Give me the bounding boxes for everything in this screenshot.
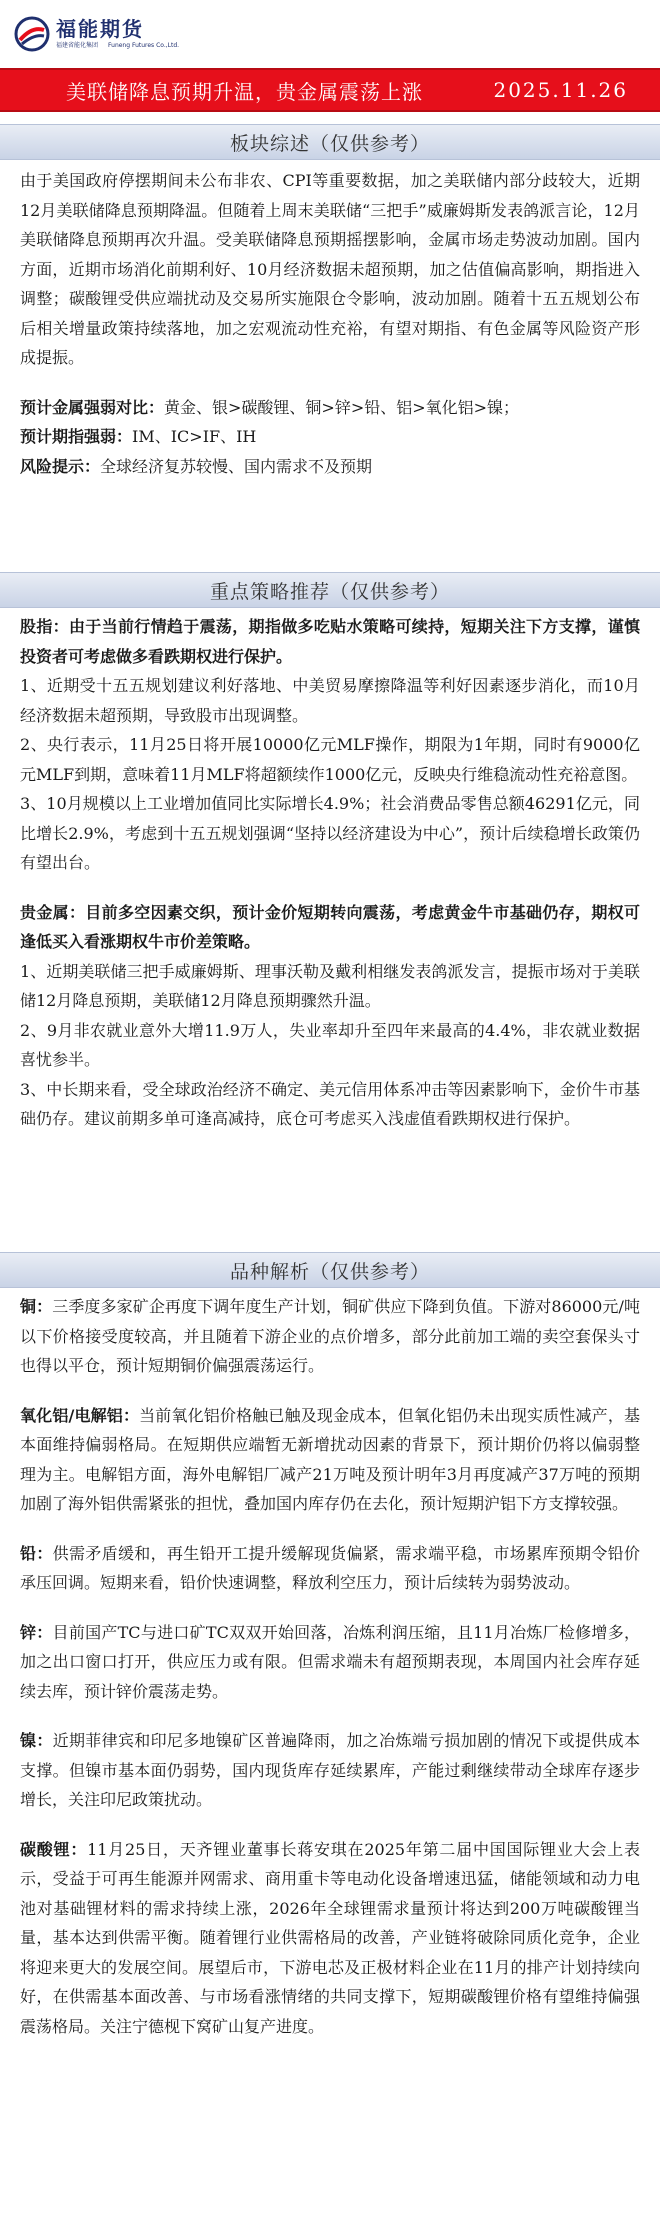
analysis-item-label: 锌： [20, 1622, 53, 1642]
overview-summary-text: 由于美国政府停摆期间未公布非农、CPI等重要数据，加之美联储内部分歧较大，近期12月美联储降息预期降温。但随着上周末美联储“三把手”威廉姆斯发表鸽派言论，12月美联储降息预期再次升温。受美联储降息预期摇摆影响，金属市场走势波动加剧。国内方面，近期市场消化前期利好、10月经济数据未超预期，加之估值偏高影响，期指进入调整；碳酸锂受供应端扰动及交易所实施限仓令影响，波动加剧。随着十五五规划公布后相关增量政策持续落地，加之宏观流动性充裕，有望对期指、有色金属等风险资产形成提振。 [20, 171, 640, 367]
metal-point: 3、中长期来看，受全球政治经济不确定、美元信用体系冲击等因素影响下，金价牛市基础仍存。建议前期多单可逢高减持，底仓可考虑买入浅虚值看跌期权进行保护。 [20, 1079, 640, 1128]
analysis-item [20, 1539, 640, 1598]
metals-ranking-label: 预计金属强弱对比： [20, 397, 165, 417]
analysis-item [20, 1726, 640, 1815]
equity-points-list [20, 671, 640, 878]
analysis-item-text: 11月25日，天齐锂业董事长蒋安琪在2025年第二届中国国际锂业大会上表示，受益于可再生能源并网需求、商用重卡等电动化设备增速迅猛，储能领域和动力电池对基础锂材料的需求持续上涨，2026年全球锂需求量预计将达到200万吨碳酸锂当量，基本达到供需平衡。随着锂行业供需格局的改善，产业链将破除同质化竞争，企业将迎来更大的发展空间。展望后市，下游电芯及正极材料企业在11月的排产计划持续向好，在供需基本面改善、与市场看涨情绪的共同支撑下，短期碳酸锂价格有望维持偏强震荡格局。关注宁德枧下窝矿山复产进度。 [20, 1839, 640, 2036]
risk-warning [20, 452, 640, 482]
index-ranking [20, 422, 640, 452]
equity-label: 股指： [20, 617, 69, 636]
analysis-section [0, 1252, 660, 2041]
metals-ranking [20, 393, 640, 423]
analysis-item-text: 三季度多家矿企再度下调年度生产计划，铜矿供应下降到负值。下游对86000元/吨以下价格接受度较高，并且随着下游企业的点价增多，部分此前加工端的卖空套保头寸也得以平仓，预计短期铜价偏强震荡运行。 [20, 1297, 640, 1375]
metal-lead-text: 目前多空因素交织，预计金价短期转向震荡，考虑黄金牛市基础仍存，期权可逢低买入看涨期权牛市价差策略。 [20, 902, 640, 951]
equity-point: 3、10月规模以上工业增加值同比实际增长4.9%；社会消费品零售总额46291亿元，同比增长2.9%，考虑到十五五规划强调“坚持以经济建设为中心”，预计后续稳增长政策仍有望出台。 [20, 794, 640, 872]
analysis-item-label: 铜： [20, 1297, 53, 1316]
overview-summary [20, 166, 640, 373]
analysis-item-label: 镍： [20, 1731, 53, 1750]
analysis-item-text: 供需矛盾缓和，再生铅开工提升缓解现货偏紧，需求端平稳，市场累库预期令铅价承压回调。短期来看，铅价快速调整，释放利空压力，预计后续转为弱势波动。 [20, 1543, 640, 1592]
analysis-item-label: 碳酸锂： [20, 1839, 88, 1859]
equity-strategy-lead [20, 612, 640, 671]
strategy-heading: 重点策略推荐（仅供参考） [0, 572, 660, 608]
analysis-item [20, 1618, 640, 1707]
metal-points-list [20, 957, 640, 1134]
metal-point: 1、近期美联储三把手威廉姆斯、理事沃勒及戴利相继发表鸽派发言，提振市场对于美联储12月降息预期，美联储12月降息预期骤然升温。 [20, 961, 640, 1010]
metal-label: 贵金属： [20, 902, 86, 922]
equity-lead-text: 由于当前行情趋于震荡，期指做多吃贴水策略可续持，短期关注下方支撑，谨慎投资者可考虑做多看跌期权进行保护。 [20, 617, 640, 666]
equity-point: 2、央行表示，11月25日将开展10000亿元MLF操作，期限为1年期，同时有9000亿元MLF到期，意味着11月MLF将超额续作1000亿元，反映央行维稳流动性充裕意图。 [20, 735, 640, 784]
risk-warning-label: 风险提示： [20, 456, 101, 476]
analysis-item [20, 1401, 640, 1519]
analysis-item-text: 当前氧化铝价格触已触及现金成本，但氧化铝仍未出现实质性减产，基本面维持偏弱格局。在短期供应端暂无新增扰动因素的背景下，预计期价仍将以偏弱整理为主。电解铝方面，海外电解铝厂减产21万吨及预计明年3月再度减产37万吨的预期加剧了海外铝供需紧张的担忧，叠加国内库存仍在去化，预计短期沪铝下方支撑较强。 [20, 1405, 640, 1513]
analysis-item [20, 1292, 640, 1381]
overview-heading: 板块综述（仅供参考） [0, 124, 660, 160]
company-name: 福能期货 [56, 17, 144, 41]
company-logo-icon [14, 16, 50, 52]
metal-strategy-lead [20, 898, 640, 957]
analysis-heading: 品种解析（仅供参考） [0, 1252, 660, 1288]
metal-point: 2、9月非农就业意外大增11.9万人，失业率却升至四年来最高的4.4%，非农就业数据喜忧参半。 [20, 1020, 640, 1069]
report-title-bar [0, 68, 660, 112]
logo-subtitle [56, 42, 179, 50]
report-title: 美联储降息预期升温，贵金属震荡上涨 [66, 79, 423, 104]
company-group: 福建省能化集团 [56, 42, 99, 49]
company-english-name: Funeng Futures Co.,Ltd. [108, 42, 180, 49]
strategy-body [0, 608, 660, 1134]
report-date: 2025.11.26 [493, 78, 628, 102]
overview-section [0, 124, 660, 481]
company-logo [14, 16, 179, 52]
analysis-item [20, 1835, 640, 2042]
analysis-item-text: 目前国产TC与进口矿TC双双开始回落，冶炼利润压缩，且11月冶炼厂检修增多，加之出口窗口打开，供应压力或有限。但需求端未有超预期表现，本周国内社会库存延续去库，预计锌价震荡走势。 [20, 1622, 640, 1701]
overview-body [0, 160, 660, 481]
risk-warning-value: 全球经济复苏较慢、国内需求不及预期 [100, 456, 373, 476]
analysis-item-label: 氧化铝/电解铝： [20, 1405, 140, 1425]
analysis-item-text: 近期菲律宾和印尼多地镍矿区普遍降雨，加之冶炼端亏损加剧的情况下或提供成本支撑。但镍市基本面仍弱势，国内现货库存延续累库，产能过剩继续带动全球库存逐步增长，关注印尼政策扰动。 [20, 1731, 640, 1809]
equity-point: 1、近期受十五五规划建议利好落地、中美贸易摩擦降温等利好因素逐步消化，而10月经济数据未超预期，导致股市出现调整。 [20, 676, 640, 725]
analysis-item-label: 铅： [20, 1543, 53, 1563]
index-ranking-value: IM、IC>IF、IH [132, 427, 257, 446]
metals-ranking-value: 黄金、银>碳酸锂、铜>锌>铅、铝>氧化铝>镍； [164, 397, 520, 417]
logo-text [56, 18, 179, 50]
analysis-body [0, 1288, 660, 2041]
index-ranking-label: 预计期指强弱： [20, 427, 133, 446]
logo-bar [0, 0, 660, 68]
strategy-section [0, 572, 660, 1134]
